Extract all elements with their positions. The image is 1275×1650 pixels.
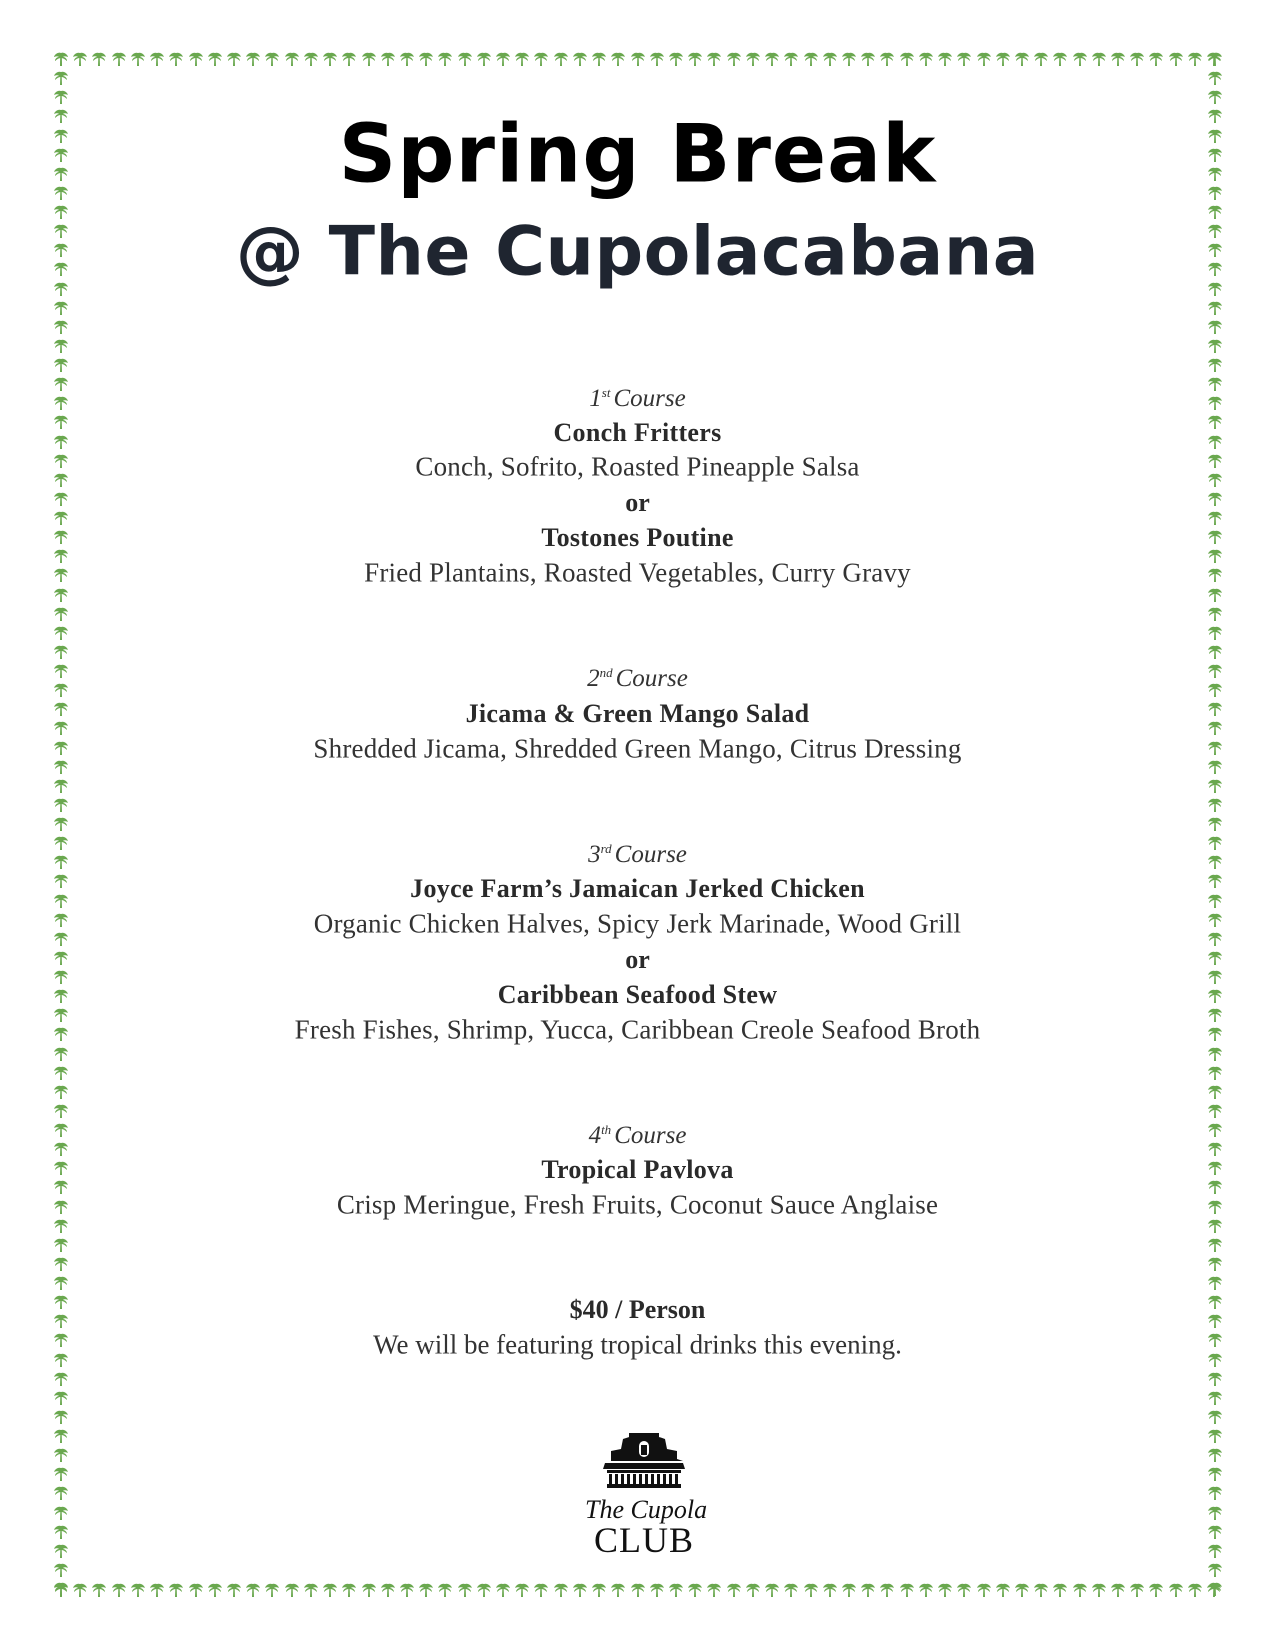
dish-description: Fresh Fishes, Shrimp, Yucca, Caribbean Creole Seafood Broth: [294, 1014, 981, 1045]
palm-tree-icon: [53, 1505, 69, 1521]
palm-tree-icon: [1052, 51, 1068, 67]
palm-tree-icon: [130, 1582, 146, 1598]
palm-tree-icon: [1072, 1582, 1088, 1598]
palm-tree-icon: [1014, 51, 1030, 67]
palm-tree-icon: [1207, 1371, 1223, 1387]
palm-tree-icon: [91, 1582, 107, 1598]
palm-tree-icon: [418, 51, 434, 67]
palm-tree-icon: [53, 1390, 69, 1406]
palm-tree-icon: [995, 51, 1011, 67]
palm-tree-icon: [1207, 606, 1223, 622]
palm-tree-icon: [1014, 1582, 1030, 1598]
palm-tree-icon: [1207, 778, 1223, 794]
course-4-label: [0, 1122, 1275, 1150]
palm-tree-icon: [53, 1046, 69, 1062]
palm-tree-icon: [745, 51, 761, 67]
palm-tree-icon: [976, 1582, 992, 1598]
palm-tree-icon: [495, 1582, 511, 1598]
dish-name: Tropical Pavlova: [541, 1155, 734, 1184]
palm-tree-icon: [860, 1582, 876, 1598]
palm-tree-icon: [53, 70, 69, 86]
palm-tree-icon: [226, 51, 242, 67]
palm-tree-icon: [879, 1582, 895, 1598]
dish-name: Joyce Farm’s Jamaican Jerked Chicken: [410, 874, 865, 903]
palm-tree-icon: [860, 51, 876, 67]
palm-tree-icon: [630, 1582, 646, 1598]
palm-tree-icon: [361, 51, 377, 67]
palm-tree-icon: [630, 51, 646, 67]
palm-tree-icon: [168, 1582, 184, 1598]
palm-tree-icon: [1207, 89, 1223, 105]
palm-tree-icon: [1187, 1582, 1203, 1598]
option-separator: or: [625, 945, 650, 974]
palm-tree-icon: [514, 1582, 530, 1598]
palm-tree-icon: [53, 1543, 69, 1559]
palm-tree-icon: [476, 1582, 492, 1598]
course-number: 1: [589, 385, 602, 412]
palm-tree-icon: [188, 1582, 204, 1598]
palm-tree-icon: [1148, 1582, 1164, 1598]
palm-tree-icon: [53, 357, 69, 373]
palm-tree-icon: [1091, 1582, 1107, 1598]
palm-tree-icon: [322, 1582, 338, 1598]
palm-tree-icon: [937, 1582, 953, 1598]
course-3-label: [0, 841, 1275, 869]
palm-tree-icon: [726, 1582, 742, 1598]
palm-tree-icon: [111, 51, 127, 67]
palm-tree-icon: [879, 51, 895, 67]
page-title: Spring Break: [338, 107, 937, 201]
palm-tree-icon: [918, 1582, 934, 1598]
palm-tree-icon: [168, 51, 184, 67]
palm-tree-icon: [1129, 51, 1145, 67]
palm-tree-icon: [207, 1582, 223, 1598]
palm-tree-icon: [53, 1256, 69, 1272]
palm-tree-icon: [841, 1582, 857, 1598]
palm-tree-icon: [1207, 797, 1223, 813]
palm-tree-icon: [91, 51, 107, 67]
palm-tree-icon: [303, 51, 319, 67]
palm-tree-icon: [380, 1582, 396, 1598]
palm-tree-icon: [764, 1582, 780, 1598]
course-word: Course: [614, 1122, 687, 1149]
palm-tree-icon: [245, 1582, 261, 1598]
palm-tree-icon: [53, 1409, 69, 1425]
palm-tree-icon: [341, 1582, 357, 1598]
palm-tree-icon: [495, 51, 511, 67]
palm-tree-icon: [1207, 1543, 1223, 1559]
palm-tree-icon: [53, 1065, 69, 1081]
palm-tree-icon: [149, 51, 165, 67]
course-ordinal-suffix: nd: [599, 665, 613, 680]
dish-name: Caribbean Seafood Stew: [497, 980, 778, 1009]
palm-tree-icon: [284, 51, 300, 67]
palm-tree-icon: [245, 51, 261, 67]
palm-tree-icon: [687, 1582, 703, 1598]
palm-tree-icon: [995, 1582, 1011, 1598]
palm-tree-icon: [437, 1582, 453, 1598]
palm-tree-icon: [1091, 51, 1107, 67]
palm-tree-icon: [53, 1275, 69, 1291]
palm-tree-icon: [822, 1582, 838, 1598]
palm-tree-icon: [1207, 319, 1223, 335]
palm-tree-icon: [53, 1447, 69, 1463]
palm-tree-icon: [1168, 1582, 1184, 1598]
palm-tree-icon: [533, 1582, 549, 1598]
palm-tree-icon: [706, 51, 722, 67]
palm-tree-icon: [956, 51, 972, 67]
dish-name: Tostones Poutine: [541, 523, 734, 552]
palm-tree-icon: [53, 89, 69, 105]
course-ordinal-suffix: st: [601, 385, 611, 400]
palm-tree-icon: [533, 51, 549, 67]
course-ordinal-suffix: th: [601, 1122, 612, 1137]
palm-tree-icon: [53, 1485, 69, 1501]
palm-tree-icon: [457, 51, 473, 67]
dish-description: Fried Plantains, Roasted Vegetables, Curry Gravy: [364, 557, 911, 588]
palm-tree-icon: [53, 1581, 69, 1597]
palm-tree-icon: [1129, 1582, 1145, 1598]
palm-tree-icon: [53, 797, 69, 813]
palm-tree-icon: [803, 1582, 819, 1598]
palm-tree-icon: [399, 1582, 415, 1598]
palm-tree-icon: [53, 625, 69, 641]
palm-tree-icon: [53, 51, 69, 67]
palm-tree-icon: [1207, 1103, 1223, 1119]
palm-tree-icon: [322, 51, 338, 67]
palm-tree-icon: [899, 51, 915, 67]
palm-tree-icon: [706, 1582, 722, 1598]
palm-tree-icon: [783, 51, 799, 67]
palm-tree-icon: [668, 51, 684, 67]
palm-tree-icon: [1207, 357, 1223, 373]
cupola-building-icon: [585, 1433, 703, 1495]
course-2-label: [0, 665, 1275, 693]
palm-tree-icon: [726, 51, 742, 67]
palm-tree-icon: [53, 606, 69, 622]
palm-tree-icon: [341, 51, 357, 67]
palm-tree-icon: [130, 51, 146, 67]
palm-tree-icon: [1207, 1581, 1223, 1597]
palm-tree-icon: [53, 816, 69, 832]
palm-tree-icon: [956, 1582, 972, 1598]
palm-tree-icon: [53, 644, 69, 660]
dish-description: Crisp Meringue, Fresh Fruits, Coconut Sauce Anglaise: [336, 1189, 939, 1220]
palm-tree-icon: [53, 1084, 69, 1100]
palm-tree-icon: [514, 51, 530, 67]
palm-tree-icon: [53, 1103, 69, 1119]
palm-tree-icon: [53, 300, 69, 316]
palm-tree-icon: [1207, 1485, 1223, 1501]
palm-tree-icon: [1207, 625, 1223, 641]
palm-tree-icon: [572, 51, 588, 67]
course-word: Course: [615, 665, 688, 692]
palm-tree-icon: [361, 1582, 377, 1598]
palm-tree-icon: [553, 51, 569, 67]
palm-tree-icon: [1207, 1505, 1223, 1521]
palm-tree-icon: [1072, 51, 1088, 67]
palm-tree-icon: [264, 1582, 280, 1598]
palm-tree-icon: [649, 51, 665, 67]
course-word: Course: [613, 385, 686, 412]
palm-tree-icon: [1207, 1390, 1223, 1406]
dish-name: Conch Fritters: [553, 418, 722, 447]
palm-tree-icon: [1148, 51, 1164, 67]
palm-border-top: [53, 51, 1223, 67]
course-number: 3: [588, 841, 601, 868]
palm-tree-icon: [668, 1582, 684, 1598]
course-number: 2: [587, 665, 600, 692]
palm-tree-icon: [53, 1562, 69, 1578]
palm-tree-icon: [1207, 587, 1223, 603]
option-separator: or: [625, 488, 650, 517]
course-ordinal-suffix: rd: [600, 841, 612, 856]
palm-tree-icon: [803, 51, 819, 67]
palm-tree-icon: [72, 51, 88, 67]
price: $40 / Person: [569, 1295, 706, 1324]
palm-tree-icon: [476, 51, 492, 67]
palm-tree-icon: [591, 1582, 607, 1598]
palm-tree-icon: [764, 51, 780, 67]
dish-description: Shredded Jicama, Shredded Green Mango, Citrus Dressing: [313, 733, 962, 764]
palm-tree-icon: [1033, 51, 1049, 67]
palm-tree-icon: [1207, 1562, 1223, 1578]
dish-description: Conch, Sofrito, Roasted Pineapple Salsa: [415, 451, 860, 482]
palm-tree-icon: [1207, 1084, 1223, 1100]
palm-tree-icon: [553, 1582, 569, 1598]
palm-tree-icon: [457, 1582, 473, 1598]
palm-tree-icon: [111, 1582, 127, 1598]
palm-tree-icon: [1207, 816, 1223, 832]
drinks-note: We will be featuring tropical drinks this evening.: [373, 1329, 902, 1360]
palm-tree-icon: [72, 1582, 88, 1598]
palm-tree-icon: [1052, 1582, 1068, 1598]
palm-tree-icon: [1207, 51, 1223, 67]
page-subtitle: @ The Cupolacabana: [235, 212, 1040, 292]
palm-tree-icon: [437, 51, 453, 67]
palm-tree-icon: [610, 1582, 626, 1598]
palm-border-bottom: [53, 1582, 1223, 1598]
palm-tree-icon: [1033, 1582, 1049, 1598]
palm-tree-icon: [188, 51, 204, 67]
palm-tree-icon: [303, 1582, 319, 1598]
dish-description: Organic Chicken Halves, Spicy Jerk Marinade, Wood Grill: [313, 908, 962, 939]
palm-tree-icon: [1207, 644, 1223, 660]
palm-tree-icon: [976, 51, 992, 67]
palm-tree-icon: [284, 1582, 300, 1598]
logo-club-text: CLUB: [593, 1520, 694, 1560]
logo-script-text: The Cupola: [585, 1495, 708, 1524]
palm-tree-icon: [226, 1582, 242, 1598]
palm-tree-icon: [1207, 1065, 1223, 1081]
course-word: Course: [614, 841, 687, 868]
palm-tree-icon: [918, 51, 934, 67]
palm-tree-icon: [1207, 338, 1223, 354]
palm-tree-icon: [841, 51, 857, 67]
palm-tree-icon: [687, 51, 703, 67]
palm-tree-icon: [937, 51, 953, 67]
palm-tree-icon: [1187, 51, 1203, 67]
cupola-club-logo: [585, 1433, 708, 1560]
palm-tree-icon: [610, 51, 626, 67]
palm-tree-icon: [822, 51, 838, 67]
palm-tree-icon: [1207, 70, 1223, 86]
palm-tree-icon: [1207, 1466, 1223, 1482]
palm-tree-icon: [53, 1371, 69, 1387]
palm-tree-icon: [1168, 51, 1184, 67]
palm-tree-icon: [53, 1466, 69, 1482]
palm-tree-icon: [1207, 1237, 1223, 1253]
palm-tree-icon: [418, 1582, 434, 1598]
palm-tree-icon: [53, 1428, 69, 1444]
palm-tree-icon: [207, 51, 223, 67]
palm-tree-icon: [1207, 1409, 1223, 1425]
palm-tree-icon: [399, 51, 415, 67]
palm-tree-icon: [1207, 1256, 1223, 1272]
palm-tree-icon: [745, 1582, 761, 1598]
palm-tree-icon: [380, 51, 396, 67]
palm-tree-icon: [899, 1582, 915, 1598]
palm-tree-icon: [1207, 1447, 1223, 1463]
palm-tree-icon: [264, 51, 280, 67]
palm-tree-icon: [53, 319, 69, 335]
course-number: 4: [588, 1122, 602, 1149]
palm-tree-icon: [1207, 1275, 1223, 1291]
palm-tree-icon: [53, 1524, 69, 1540]
palm-tree-icon: [1207, 300, 1223, 316]
palm-tree-icon: [1110, 1582, 1126, 1598]
dish-name: Jicama & Green Mango Salad: [465, 699, 810, 728]
palm-tree-icon: [1207, 1428, 1223, 1444]
palm-tree-icon: [53, 778, 69, 794]
palm-tree-icon: [1110, 51, 1126, 67]
palm-tree-icon: [1207, 1524, 1223, 1540]
palm-tree-icon: [1207, 1046, 1223, 1062]
palm-tree-icon: [53, 1237, 69, 1253]
palm-tree-icon: [572, 1582, 588, 1598]
palm-tree-icon: [783, 1582, 799, 1598]
palm-tree-icon: [649, 1582, 665, 1598]
palm-tree-icon: [149, 1582, 165, 1598]
course-1-label: [0, 385, 1275, 413]
palm-tree-icon: [591, 51, 607, 67]
palm-tree-icon: [53, 587, 69, 603]
palm-tree-icon: [53, 338, 69, 354]
